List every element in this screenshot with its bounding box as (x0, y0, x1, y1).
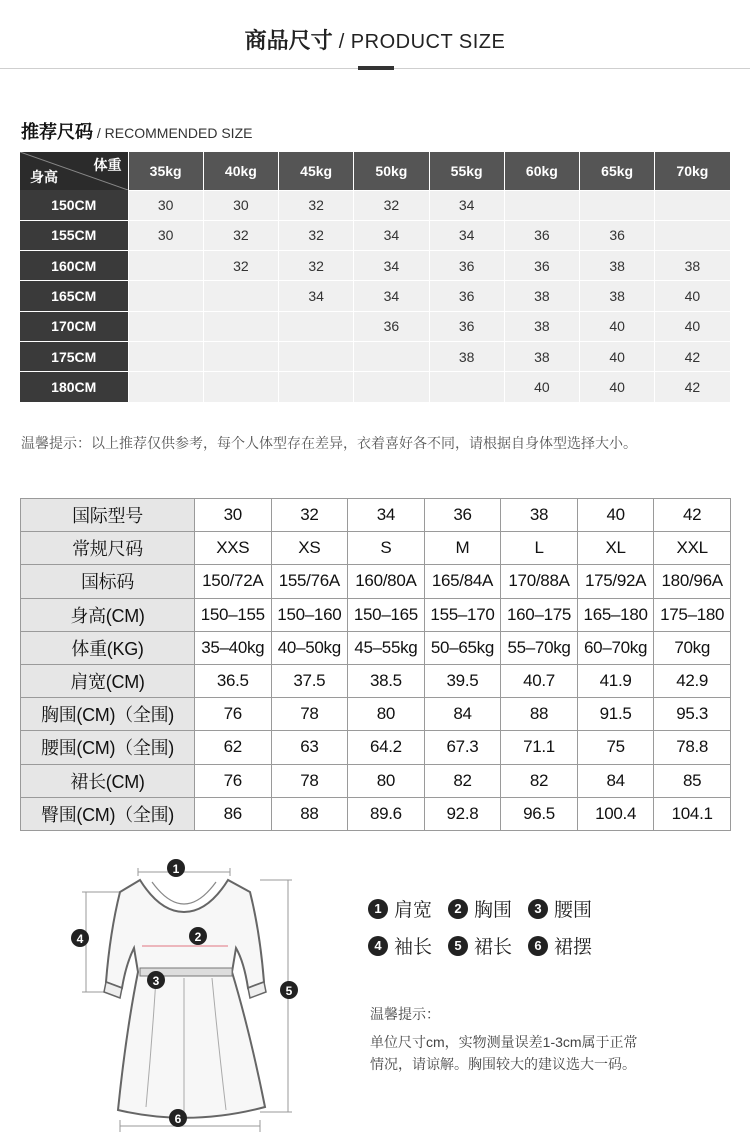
recommended-size-cell: 38 (655, 251, 730, 281)
legend-label: 胸围 (474, 900, 513, 921)
spec-value-cell: 170/88A (501, 565, 578, 598)
marker-2 (189, 927, 207, 945)
spec-value-cell: 78 (271, 764, 348, 797)
spec-value-cell: 78.8 (654, 731, 731, 764)
spec-value-cell: 92.8 (424, 797, 501, 830)
legend-number: 6 (528, 936, 548, 956)
spec-value-cell: S (348, 532, 425, 565)
recommended-size-cell: 36 (354, 311, 429, 341)
spec-value-cell: 40 (577, 499, 654, 532)
weight-header-cell: 35kg (128, 152, 203, 190)
recommended-size-cell: 34 (429, 190, 504, 220)
recommended-size-cell: 38 (504, 311, 579, 341)
spec-value-cell: 86 (195, 797, 272, 830)
spec-value-cell: 150–165 (348, 598, 425, 631)
spec-value-cell: 84 (424, 698, 501, 731)
table-corner-cell (20, 152, 128, 190)
legend-number: 1 (368, 899, 388, 919)
recommended-size-cell: 34 (354, 251, 429, 281)
spec-value-cell: 175/92A (577, 565, 654, 598)
recommended-size-cell: 40 (580, 372, 655, 402)
spec-value-cell: 100.4 (577, 797, 654, 830)
recommended-size-cell (279, 341, 354, 371)
spec-row-label: 常规尺码 (21, 532, 195, 565)
spec-value-cell: 180/96A (654, 565, 731, 598)
legend-number: 4 (368, 936, 388, 956)
legend-item-hem (528, 932, 592, 959)
recommended-size-cell (279, 311, 354, 341)
recommended-size-cell: 38 (429, 341, 504, 371)
recommended-size-cell (354, 372, 429, 402)
page-title-cn: 商品尺寸 (244, 28, 333, 53)
recommended-size-cell: 40 (504, 372, 579, 402)
recommended-size-cell (128, 372, 203, 402)
marker-1 (167, 859, 185, 877)
spec-row-label: 体重(KG) (21, 631, 195, 664)
recommended-size-cell (279, 372, 354, 402)
spec-value-cell: 89.6 (348, 797, 425, 830)
dress-measurement-diagram (60, 852, 320, 1137)
spec-value-cell: 67.3 (424, 731, 501, 764)
recommended-tip: 温馨提示：以上推荐仅供参考，每个人体型存在差异，衣着喜好各不同，请根据自身体型选择大小。 (21, 435, 637, 451)
spec-value-cell: 63 (271, 731, 348, 764)
spec-value-cell: 42.9 (654, 664, 731, 697)
recommended-size-cell (203, 341, 278, 371)
legend-label: 袖长 (394, 937, 433, 958)
spec-value-cell: 70kg (654, 631, 731, 664)
spec-row-label: 国际型号 (21, 499, 195, 532)
legend-label: 裙摆 (554, 937, 593, 958)
spec-row-label: 裙长(CM) (21, 764, 195, 797)
recommended-size-cell: 30 (128, 190, 203, 220)
recommended-size-cell: 32 (279, 251, 354, 281)
recommended-size-cell: 36 (429, 251, 504, 281)
recommended-size-cell (655, 220, 730, 250)
recommended-size-cell (429, 372, 504, 402)
weight-header-cell: 65kg (580, 152, 655, 190)
svg-text:1: 1 (172, 862, 180, 876)
weight-header-cell: 50kg (354, 152, 429, 190)
recommended-size-cell: 38 (504, 341, 579, 371)
spec-value-cell: 30 (195, 499, 272, 532)
legend-item-shoulder (368, 895, 432, 922)
recommended-size-cell: 34 (279, 281, 354, 311)
svg-text:4: 4 (76, 932, 84, 946)
recommended-size-heading (21, 118, 252, 144)
weight-header-row (20, 152, 730, 190)
legend-label: 肩宽 (394, 900, 433, 921)
size-spec-table (20, 498, 731, 831)
recommended-size-cell: 40 (580, 311, 655, 341)
spec-value-cell: 76 (195, 698, 272, 731)
spec-value-cell: 38.5 (348, 664, 425, 697)
spec-row (21, 664, 731, 697)
height-label-cell: 150CM (20, 190, 128, 220)
spec-value-cell: 62 (195, 731, 272, 764)
spec-value-cell: 150/72A (195, 565, 272, 598)
spec-value-cell: XL (577, 532, 654, 565)
spec-row (21, 797, 731, 830)
spec-value-cell: 82 (424, 764, 501, 797)
spec-value-cell: XS (271, 532, 348, 565)
spec-value-cell: 91.5 (577, 698, 654, 731)
spec-value-cell: M (424, 532, 501, 565)
spec-row (21, 532, 731, 565)
spec-value-cell: 96.5 (501, 797, 578, 830)
marker-5 (280, 981, 298, 999)
spec-value-cell: 45–55kg (348, 631, 425, 664)
spec-value-cell: 50–65kg (424, 631, 501, 664)
spec-value-cell: 34 (348, 499, 425, 532)
recommended-size-cell (203, 311, 278, 341)
recommended-size-cell: 32 (279, 220, 354, 250)
note-line-2: 情况，请谅解。胸围较大的建议选大一码。 (370, 1056, 636, 1072)
height-label-cell: 180CM (20, 372, 128, 402)
recommended-size-cell: 38 (504, 281, 579, 311)
spec-value-cell: 40–50kg (271, 631, 348, 664)
svg-text:6: 6 (174, 1112, 182, 1126)
recommended-size-cell: 40 (655, 281, 730, 311)
spec-value-cell: 36.5 (195, 664, 272, 697)
spec-value-cell: XXL (654, 532, 731, 565)
spec-row (21, 731, 731, 764)
spec-row-label: 臀围(CM)（全围) (21, 797, 195, 830)
marker-6 (169, 1109, 187, 1127)
recommended-size-cell (128, 251, 203, 281)
recommended-row (20, 251, 730, 281)
spec-value-cell: 82 (501, 764, 578, 797)
marker-3 (147, 971, 165, 989)
spec-value-cell: 42 (654, 499, 731, 532)
spec-value-cell: 150–160 (271, 598, 348, 631)
recommended-size-cell (354, 341, 429, 371)
svg-text:2: 2 (194, 930, 202, 944)
header-accent-bar (358, 66, 394, 70)
spec-value-cell: 55–70kg (501, 631, 578, 664)
spec-value-cell: 150–155 (195, 598, 272, 631)
measurement-legend (368, 895, 608, 969)
recommended-size-table (20, 152, 731, 403)
spec-value-cell: 165/84A (424, 565, 501, 598)
recommended-size-cell: 36 (504, 251, 579, 281)
recommended-row (20, 281, 730, 311)
recommended-size-cell: 36 (429, 281, 504, 311)
recommended-row (20, 372, 730, 402)
svg-text:5: 5 (285, 984, 293, 998)
spec-value-cell: 60–70kg (577, 631, 654, 664)
spec-value-cell: 40.7 (501, 664, 578, 697)
spec-value-cell: 76 (195, 764, 272, 797)
legend-item-length (448, 932, 512, 959)
weight-header-cell: 40kg (203, 152, 278, 190)
spec-value-cell: 39.5 (424, 664, 501, 697)
recommended-size-cell (128, 311, 203, 341)
recommended-title-en: / RECOMMENDED SIZE (93, 125, 253, 141)
recommended-size-cell (655, 190, 730, 220)
legend-label: 裙长 (474, 937, 513, 958)
note-title: 温馨提示： (370, 1006, 440, 1022)
measurement-note (370, 1003, 638, 1075)
spec-value-cell: 80 (348, 698, 425, 731)
spec-row-label: 肩宽(CM) (21, 664, 195, 697)
spec-row-label: 国标码 (21, 565, 195, 598)
corner-height-label: 身高 (30, 169, 58, 185)
spec-value-cell: 37.5 (271, 664, 348, 697)
recommended-size-cell: 36 (504, 220, 579, 250)
recommended-size-cell: 40 (580, 341, 655, 371)
height-label-cell: 155CM (20, 220, 128, 250)
height-label-cell: 170CM (20, 311, 128, 341)
spec-row (21, 598, 731, 631)
legend-item-sleeve (368, 932, 432, 959)
legend-number: 3 (528, 899, 548, 919)
recommended-size-cell (128, 281, 203, 311)
recommended-size-cell: 36 (429, 311, 504, 341)
recommended-size-cell (128, 341, 203, 371)
recommended-size-cell (203, 372, 278, 402)
marker-4 (71, 929, 89, 947)
recommended-size-cell (580, 190, 655, 220)
recommended-size-cell: 32 (203, 251, 278, 281)
spec-row-label: 腰围(CM)（全围) (21, 731, 195, 764)
spec-value-cell: 165–180 (577, 598, 654, 631)
height-label-cell: 160CM (20, 251, 128, 281)
recommended-size-cell: 38 (580, 281, 655, 311)
spec-value-cell: 104.1 (654, 797, 731, 830)
weight-header-cell: 55kg (429, 152, 504, 190)
spec-value-cell: 155–170 (424, 598, 501, 631)
spec-value-cell: 71.1 (501, 731, 578, 764)
recommended-size-cell: 32 (203, 220, 278, 250)
recommended-row (20, 190, 730, 220)
spec-value-cell: 38 (501, 499, 578, 532)
recommended-size-cell: 30 (203, 190, 278, 220)
spec-value-cell: 88 (501, 698, 578, 731)
spec-row (21, 698, 731, 731)
height-label-cell: 175CM (20, 341, 128, 371)
spec-value-cell: 80 (348, 764, 425, 797)
spec-row (21, 499, 731, 532)
spec-value-cell: 85 (654, 764, 731, 797)
recommended-size-cell: 30 (128, 220, 203, 250)
recommended-size-cell: 32 (354, 190, 429, 220)
spec-value-cell: 32 (271, 499, 348, 532)
spec-row (21, 565, 731, 598)
spec-value-cell: 88 (271, 797, 348, 830)
recommended-size-cell: 38 (580, 251, 655, 281)
spec-value-cell: 160/80A (348, 565, 425, 598)
recommended-title-cn: 推荐尺码 (21, 122, 93, 142)
spec-value-cell: 160–175 (501, 598, 578, 631)
recommended-size-cell: 40 (655, 311, 730, 341)
weight-header-cell: 70kg (655, 152, 730, 190)
spec-value-cell: 75 (577, 731, 654, 764)
spec-value-cell: XXS (195, 532, 272, 565)
svg-text:3: 3 (152, 974, 160, 988)
spec-value-cell: 175–180 (654, 598, 731, 631)
recommended-row (20, 311, 730, 341)
recommended-size-cell: 34 (354, 281, 429, 311)
spec-value-cell: 35–40kg (195, 631, 272, 664)
spec-row (21, 764, 731, 797)
weight-header-cell: 45kg (279, 152, 354, 190)
spec-value-cell: 155/76A (271, 565, 348, 598)
spec-row-label: 身高(CM) (21, 598, 195, 631)
recommended-size-cell (203, 281, 278, 311)
page-title-en: / PRODUCT SIZE (332, 31, 506, 53)
recommended-size-cell: 36 (580, 220, 655, 250)
recommended-size-cell: 42 (655, 372, 730, 402)
note-line-1: 单位尺寸cm，实物测量误差1-3cm属于正常 (370, 1034, 638, 1050)
height-label-cell: 165CM (20, 281, 128, 311)
recommended-size-cell: 42 (655, 341, 730, 371)
spec-value-cell: 78 (271, 698, 348, 731)
recommended-size-cell: 32 (279, 190, 354, 220)
legend-item-waist (528, 895, 592, 922)
dress-outline (106, 880, 265, 1118)
legend-item-chest (448, 895, 512, 922)
spec-value-cell: 95.3 (654, 698, 731, 731)
recommended-size-cell: 34 (429, 220, 504, 250)
spec-value-cell: 41.9 (577, 664, 654, 697)
spec-value-cell: 64.2 (348, 731, 425, 764)
spec-row-label: 胸围(CM)（全围) (21, 698, 195, 731)
recommended-row (20, 220, 730, 250)
spec-value-cell: L (501, 532, 578, 565)
weight-header-cell: 60kg (504, 152, 579, 190)
page-header (0, 24, 750, 55)
corner-weight-label: 体重 (93, 157, 122, 173)
legend-number: 2 (448, 899, 468, 919)
legend-label: 腰围 (554, 900, 593, 921)
recommended-size-cell: 34 (354, 220, 429, 250)
spec-value-cell: 36 (424, 499, 501, 532)
spec-value-cell: 84 (577, 764, 654, 797)
recommended-row (20, 341, 730, 371)
recommended-size-cell (504, 190, 579, 220)
spec-row (21, 631, 731, 664)
legend-number: 5 (448, 936, 468, 956)
neckline (152, 882, 216, 904)
